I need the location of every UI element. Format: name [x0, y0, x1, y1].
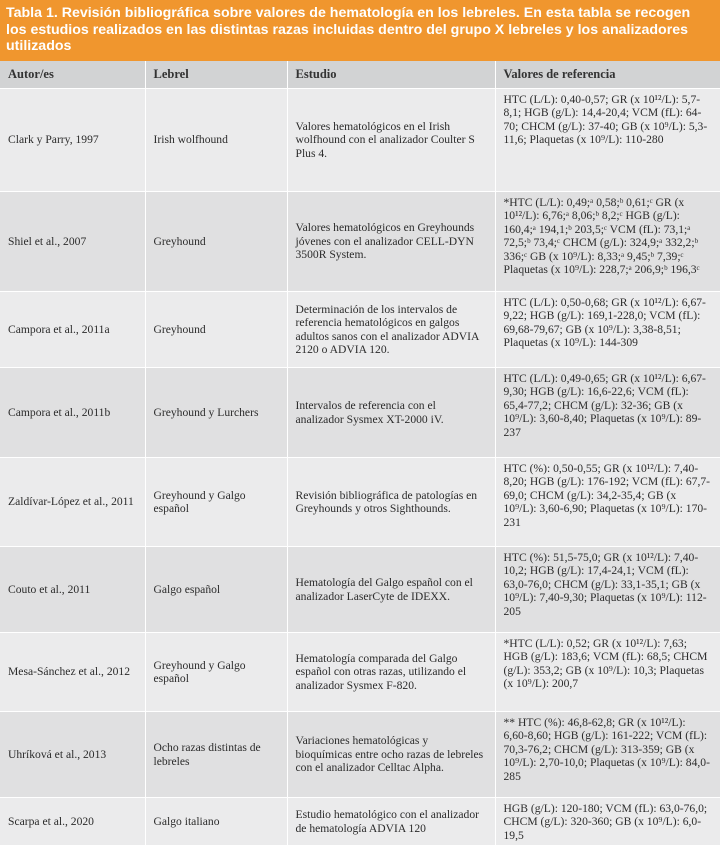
cell-author: Uhríková et al., 2013 — [0, 712, 145, 798]
cell-breed: Ocho razas distintas de lebreles — [145, 712, 287, 798]
cell-study: Valores hematológicos en Greyhounds jóvenes con el analizador CELL-DYN 3500R System. — [287, 192, 495, 292]
table-row — [0, 798, 720, 845]
cell-author: Couto et al., 2011 — [0, 547, 145, 633]
cell-values: HTC (%): 0,50-0,55; GR (x 10¹²/L): 7,40-8,20; HGB (g/L): 176-192; VCM (fL): 67,7-69,0; CHCM (g/L): 34,2-35,4; GB (x 10⁹/L): 3,60-6,90; Plaquetas (x 10⁹/L): 170-231 — [495, 458, 720, 547]
cell-study: Estudio hematológico con el analizador de hematología ADVIA 120 — [287, 798, 495, 845]
cell-author: Shiel et al., 2007 — [0, 192, 145, 292]
cell-values: ** HTC (%): 46,8-62,8; GR (x 10¹²/L): 6,60-8,60; HGB (g/L): 161-222; VCM (fL): 70,3-76,2; CHCM (g/L): 313-359; GB (x 10⁹/L): 2,70-10,0; Plaquetas (x 10⁹/L): 84,0-285 — [495, 712, 720, 798]
cell-author: Campora et al., 2011a — [0, 292, 145, 368]
cell-study: Hematología comparada del Galgo español con otras razas, utilizando el analizador Sysmex F-820. — [287, 633, 495, 712]
cell-study: Determinación de los intervalos de referencia hematológicos en galgos adultos sanos con el analizador ADVIA 2120 o ADVIA 120. — [287, 292, 495, 368]
cell-values: *HTC (L/L): 0,52; GR (x 10¹²/L): 7,63; HGB (g/L): 183,6; VCM (fL): 68,5; CHCM (g/L): 353,2; GB (x 10⁹/L): 10,3; Plaquetas (x 10⁹/L): 200,7 — [495, 633, 720, 712]
table-row — [0, 192, 720, 292]
cell-study: Valores hematológicos en el Irish wolfhound con el analizador Coulter S Plus 4. — [287, 89, 495, 192]
cell-study: Hematología del Galgo español con el analizador LaserCyte de IDEXX. — [287, 547, 495, 633]
table-row — [0, 368, 720, 458]
header-author: Autor/es — [0, 61, 145, 89]
header-row — [0, 61, 720, 89]
cell-study: Revisión bibliográfica de patologías en Greyhounds y otros Sighthounds. — [287, 458, 495, 547]
header-breed: Lebrel — [145, 61, 287, 89]
cell-breed: Galgo español — [145, 547, 287, 633]
header-study: Estudio — [287, 61, 495, 89]
cell-values: HGB (g/L): 120-180; VCM (fL): 63,0-76,0; CHCM (g/L): 320-360; GB (x 10⁹/L): 6,0-19,5 — [495, 798, 720, 845]
cell-author: Scarpa et al., 2020 — [0, 798, 145, 845]
cell-breed: Greyhound y Galgo español — [145, 458, 287, 547]
cell-study: Variaciones hematológicas y bioquímicas entre ocho razas de lebreles con el analizador Celltac Alpha. — [287, 712, 495, 798]
table-row — [0, 89, 720, 192]
cell-breed: Irish wolfhound — [145, 89, 287, 192]
header-values: Valores de referencia — [495, 61, 720, 89]
cell-values: HTC (L/L): 0,49-0,65; GR (x 10¹²/L): 6,67-9,30; HGB (g/L): 16,6-22,6; VCM (fL): 65,4-77,2; CHCM (g/L): 32-36; GB (x 10⁹/L): 3,60-8,40; Plaquetas (x 10⁹/L): 89-237 — [495, 368, 720, 458]
cell-study: Intervalos de referencia con el analizador Sysmex XT-2000 iV. — [287, 368, 495, 458]
cell-values: HTC (%): 51,5-75,0; GR (x 10¹²/L): 7,40-10,2; HGB (g/L): 17,4-24,1; VCM (fL): 63,0-76,0; CHCM (g/L): 33,1-35,1; GB (x 10⁹/L): 7,40-9,30; Plaquetas (x 10⁹/L): 112-205 — [495, 547, 720, 633]
table-caption: Tabla 1. Revisión bibliográfica sobre valores de hematología en los lebreles. En esta tabla se recogen los estudios realizados en las distintas razas incluidas dentro del grupo X lebreles y los analizadores utilizados — [0, 0, 720, 61]
table-row — [0, 633, 720, 712]
table-row — [0, 547, 720, 633]
cell-breed: Greyhound — [145, 292, 287, 368]
cell-breed: Greyhound — [145, 192, 287, 292]
table-row — [0, 458, 720, 547]
cell-values: *HTC (L/L): 0,49;ᵃ 0,58;ᵇ 0,61;ᶜ GR (x 10¹²/L): 6,76;ᵃ 8,06;ᵇ 8,2;ᶜ HGB (g/L): 160,4;ᵃ 194,1;ᵇ 203,5;ᶜ VCM (fL): 73,1;ᵃ 72,5;ᵇ 73,4;ᶜ CHCM (g/L): 324,9;ᵃ 332,2;ᵇ 336;ᶜ GB (x 10⁹/L): 8,33;ᵃ 9,45;ᵇ 7,39;ᶜ Plaquetas (x 10⁹/L): 228,7;ᵃ 206,9;ᵇ 196,3ᶜ — [495, 192, 720, 292]
cell-breed: Greyhound y Lurchers — [145, 368, 287, 458]
cell-breed: Galgo italiano — [145, 798, 287, 845]
cell-values: HTC (L/L): 0,50-0,68; GR (x 10¹²/L): 6,67-9,22; HGB (g/L): 169,1-228,0; VCM (fL): 69,68-79,67; GB (x 10⁹/L): 3,38-8,51; Plaquetas (x 10⁹/L): 144-309 — [495, 292, 720, 368]
cell-author: Clark y Parry, 1997 — [0, 89, 145, 192]
cell-author: Campora et al., 2011b — [0, 368, 145, 458]
cell-breed: Greyhound y Galgo español — [145, 633, 287, 712]
table-row — [0, 292, 720, 368]
cell-author: Mesa-Sánchez et al., 2012 — [0, 633, 145, 712]
table-row — [0, 712, 720, 798]
hematology-table — [0, 61, 720, 845]
cell-values: HTC (L/L): 0,40-0,57; GR (x 10¹²/L): 5,7-8,1; HGB (g/L): 14,4-20,4; VCM (fL): 64-70; CHCM (g/L): 37-40; GB (x 10⁹/L): 5,3-11,6; Plaquetas (x 10⁹/L): 110-280 — [495, 89, 720, 192]
cell-author: Zaldívar-López et al., 2011 — [0, 458, 145, 547]
